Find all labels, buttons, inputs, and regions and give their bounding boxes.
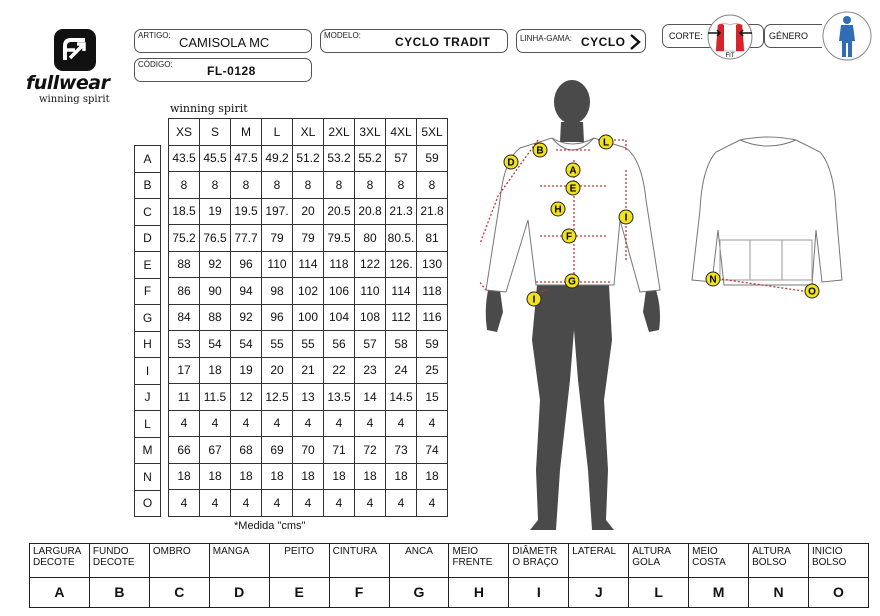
size-value-cell: 18 bbox=[200, 463, 231, 490]
legend-measure-name: MANGA bbox=[209, 544, 269, 578]
legend-measure-name: LARGURA DECOTE bbox=[30, 544, 90, 578]
legend-measure-letter: I bbox=[509, 578, 569, 608]
modelo-label: MODELO: bbox=[324, 31, 361, 40]
size-value-cell: 21.8 bbox=[417, 198, 448, 225]
legend-measure-name: LATERAL bbox=[569, 544, 629, 578]
size-table-row bbox=[169, 490, 448, 517]
legend-measure-name: CINTURA bbox=[329, 544, 389, 578]
size-value-cell: 110 bbox=[262, 251, 293, 278]
fullwear-logo bbox=[26, 26, 136, 108]
legend-measure-letter: J bbox=[569, 578, 629, 608]
artigo-value: CAMISOLA MC bbox=[179, 35, 270, 50]
size-value-cell: 4 bbox=[324, 490, 355, 517]
size-value-cell: 4 bbox=[417, 410, 448, 437]
size-value-cell: 4 bbox=[262, 490, 293, 517]
measure-marker-label: N bbox=[709, 274, 717, 286]
size-value-cell: 4 bbox=[169, 490, 200, 517]
shirt-back bbox=[692, 137, 842, 285]
measure-letter-cell: O bbox=[135, 490, 161, 517]
measure-letter-cell: F bbox=[135, 278, 161, 305]
size-value-cell: 20.5 bbox=[324, 198, 355, 225]
measure-letter-cell: C bbox=[135, 199, 161, 226]
size-value-cell: 19.5 bbox=[231, 198, 262, 225]
table-note: *Medida "cms" bbox=[234, 520, 306, 532]
measure-letter-cell: I bbox=[135, 358, 161, 385]
size-value-cell: 4 bbox=[262, 410, 293, 437]
modelo-field bbox=[320, 29, 508, 53]
size-value-cell: 81 bbox=[417, 225, 448, 252]
size-value-cell: 20 bbox=[262, 357, 293, 384]
size-table-row bbox=[169, 145, 448, 172]
size-table-row bbox=[169, 172, 448, 199]
size-value-cell: 18 bbox=[262, 463, 293, 490]
legend-measure-letter: C bbox=[149, 578, 209, 608]
fit-label: FIT bbox=[725, 53, 735, 59]
size-value-cell: 47.5 bbox=[231, 145, 262, 172]
measure-letter-cell: H bbox=[135, 331, 161, 358]
size-value-cell: 20 bbox=[293, 198, 324, 225]
measure-letter-cell: B bbox=[135, 172, 161, 199]
size-value-cell: 80 bbox=[355, 225, 386, 252]
size-value-cell: 118 bbox=[417, 278, 448, 305]
size-value-cell: 98 bbox=[262, 278, 293, 305]
measure-marker-label: I bbox=[624, 212, 628, 224]
size-table-row bbox=[169, 463, 448, 490]
measure-marker-label: O bbox=[808, 286, 816, 298]
size-value-cell: 71 bbox=[324, 437, 355, 464]
size-value-cell: 73 bbox=[386, 437, 417, 464]
legend-name-row bbox=[30, 544, 869, 578]
size-value-cell: 79.5 bbox=[324, 225, 355, 252]
measure-marker-label: D bbox=[507, 157, 515, 169]
size-value-cell: 22 bbox=[324, 357, 355, 384]
size-value-cell: 79 bbox=[262, 225, 293, 252]
size-value-cell: 24 bbox=[386, 357, 417, 384]
size-value-cell: 19 bbox=[200, 198, 231, 225]
size-value-cell: 4 bbox=[293, 410, 324, 437]
size-value-cell: 17 bbox=[169, 357, 200, 384]
size-value-cell: 8 bbox=[355, 172, 386, 199]
size-value-cell: 13 bbox=[293, 384, 324, 411]
measure-marker-label: G bbox=[568, 276, 576, 288]
size-value-cell: 18 bbox=[386, 463, 417, 490]
measure-letter-cell: L bbox=[135, 411, 161, 438]
size-value-cell: 13.5 bbox=[324, 384, 355, 411]
size-value-cell: 4 bbox=[417, 490, 448, 517]
size-value-cell: 4 bbox=[386, 410, 417, 437]
legend-measure-name: ANCA bbox=[389, 544, 449, 578]
brand-tagline: winning spirit bbox=[39, 94, 110, 105]
size-value-cell: 4 bbox=[231, 490, 262, 517]
logo-mark-icon bbox=[53, 28, 97, 72]
size-value-cell: 8 bbox=[169, 172, 200, 199]
size-value-cell: 122 bbox=[355, 251, 386, 278]
measure-marker-label: B bbox=[536, 145, 544, 157]
size-header-cell: 5XL bbox=[417, 119, 448, 146]
size-value-cell: 74 bbox=[417, 437, 448, 464]
size-value-cell: 8 bbox=[200, 172, 231, 199]
legend-measure-letter: O bbox=[808, 578, 868, 608]
size-value-cell: 8 bbox=[262, 172, 293, 199]
size-value-cell: 8 bbox=[386, 172, 417, 199]
legend-measure-letter: L bbox=[629, 578, 689, 608]
modelo-value: CYCLO TRADIT bbox=[395, 35, 491, 49]
size-value-cell: 12 bbox=[231, 384, 262, 411]
size-value-cell: 53 bbox=[169, 331, 200, 358]
letter-column-body bbox=[135, 146, 161, 517]
measure-letter-column bbox=[134, 145, 161, 517]
size-value-cell: 114 bbox=[386, 278, 417, 305]
size-value-cell: 8 bbox=[324, 172, 355, 199]
artigo-field bbox=[134, 29, 312, 53]
legend-letter-row bbox=[30, 578, 869, 608]
size-value-cell: 57 bbox=[355, 331, 386, 358]
measure-marker-label: E bbox=[569, 183, 577, 195]
measurement-figure bbox=[480, 70, 880, 540]
legend-measure-name: INICIO BOLSO bbox=[808, 544, 868, 578]
size-value-cell: 106 bbox=[324, 278, 355, 305]
size-value-cell: 4 bbox=[200, 490, 231, 517]
measure-marker-label: H bbox=[554, 204, 562, 216]
size-value-cell: 53.2 bbox=[324, 145, 355, 172]
legend-measure-letter: A bbox=[30, 578, 90, 608]
size-value-cell: 12.5 bbox=[262, 384, 293, 411]
size-value-cell: 86 bbox=[169, 278, 200, 305]
size-value-cell: 96 bbox=[262, 304, 293, 331]
legend-measure-name: PEITO bbox=[269, 544, 329, 578]
size-value-cell: 92 bbox=[231, 304, 262, 331]
size-value-cell: 80.5. bbox=[386, 225, 417, 252]
size-value-cell: 100 bbox=[293, 304, 324, 331]
size-value-cell: 18 bbox=[355, 463, 386, 490]
measure-letter-cell: E bbox=[135, 252, 161, 279]
size-value-cell: 14 bbox=[355, 384, 386, 411]
size-header-cell: XL bbox=[293, 119, 324, 146]
artigo-label: ARTIGO: bbox=[138, 31, 171, 40]
size-table-row bbox=[169, 384, 448, 411]
table-caption: winning spirit bbox=[170, 102, 248, 115]
size-value-cell: 56 bbox=[324, 331, 355, 358]
fit-cut-icon bbox=[706, 13, 754, 61]
measure-marker-label: L bbox=[602, 137, 610, 149]
size-table-row bbox=[169, 304, 448, 331]
size-header-cell: 4XL bbox=[386, 119, 417, 146]
legend-measure-name: OMBRO bbox=[149, 544, 209, 578]
legend-measure-name: MEIO FRENTE bbox=[449, 544, 509, 578]
size-value-cell: 88 bbox=[200, 304, 231, 331]
size-value-cell: 79 bbox=[293, 225, 324, 252]
size-value-cell: 14.5 bbox=[386, 384, 417, 411]
size-table-row bbox=[169, 357, 448, 384]
size-value-cell: 110 bbox=[355, 278, 386, 305]
size-value-cell: 66 bbox=[169, 437, 200, 464]
size-table-row bbox=[169, 278, 448, 305]
size-value-cell: 57 bbox=[386, 145, 417, 172]
measure-marker-label: I bbox=[532, 294, 536, 306]
size-value-cell: 76.5 bbox=[200, 225, 231, 252]
legend-measure-letter: H bbox=[449, 578, 509, 608]
size-value-cell: 23 bbox=[355, 357, 386, 384]
size-value-cell: 112 bbox=[386, 304, 417, 331]
size-value-cell: 68 bbox=[231, 437, 262, 464]
size-value-cell: 18.5 bbox=[169, 198, 200, 225]
size-table-row bbox=[169, 251, 448, 278]
size-value-cell: 92 bbox=[200, 251, 231, 278]
measure-marker-label: F bbox=[565, 231, 573, 243]
size-value-cell: 18 bbox=[293, 463, 324, 490]
size-table-body bbox=[169, 145, 448, 516]
size-value-cell: 77.7 bbox=[231, 225, 262, 252]
size-value-cell: 51.2 bbox=[293, 145, 324, 172]
size-value-cell: 118 bbox=[324, 251, 355, 278]
brand-name: fullwear bbox=[26, 72, 110, 94]
size-value-cell: 114 bbox=[293, 251, 324, 278]
size-value-cell: 59 bbox=[417, 331, 448, 358]
size-value-cell: 104 bbox=[324, 304, 355, 331]
size-value-cell: 102 bbox=[293, 278, 324, 305]
measure-letter-cell: N bbox=[135, 464, 161, 491]
size-value-cell: 84 bbox=[169, 304, 200, 331]
size-table-row bbox=[169, 198, 448, 225]
legend-measure-letter: M bbox=[689, 578, 749, 608]
legend-measure-letter: D bbox=[209, 578, 269, 608]
size-value-cell: 90 bbox=[200, 278, 231, 305]
size-value-cell: 20.8 bbox=[355, 198, 386, 225]
size-table-row bbox=[169, 225, 448, 252]
male-gender-icon bbox=[822, 11, 872, 61]
legend-measure-name: ALTURA GOLA bbox=[629, 544, 689, 578]
size-value-cell: 54 bbox=[231, 331, 262, 358]
measurement-legend bbox=[29, 543, 869, 608]
legend-measure-letter: B bbox=[89, 578, 149, 608]
size-value-cell: 55.2 bbox=[355, 145, 386, 172]
size-value-cell: 4 bbox=[355, 490, 386, 517]
size-value-cell: 25 bbox=[417, 357, 448, 384]
size-value-cell: 130 bbox=[417, 251, 448, 278]
size-value-cell: 4 bbox=[355, 410, 386, 437]
size-table-row bbox=[169, 410, 448, 437]
size-header-row bbox=[169, 119, 448, 146]
size-value-cell: 75.2 bbox=[169, 225, 200, 252]
size-value-cell: 18 bbox=[417, 463, 448, 490]
linha-field bbox=[516, 29, 646, 53]
measure-letter-cell: D bbox=[135, 225, 161, 252]
size-value-cell: 108 bbox=[355, 304, 386, 331]
size-value-cell: 72 bbox=[355, 437, 386, 464]
codigo-label: CÓDIGO: bbox=[138, 60, 173, 69]
codigo-value: FL-0128 bbox=[207, 64, 256, 78]
genero-field bbox=[764, 24, 822, 48]
size-value-cell: 94 bbox=[231, 278, 262, 305]
measure-letter-cell: A bbox=[135, 146, 161, 173]
size-value-cell: 8 bbox=[231, 172, 262, 199]
size-value-cell: 116 bbox=[417, 304, 448, 331]
genero-label: GÉNERO bbox=[769, 31, 809, 41]
size-value-cell: 197. bbox=[262, 198, 293, 225]
size-value-cell: 126. bbox=[386, 251, 417, 278]
measure-marker-label: A bbox=[569, 165, 577, 177]
legend-measure-name: MEIO COSTA bbox=[689, 544, 749, 578]
size-header-cell: L bbox=[262, 119, 293, 146]
legend-measure-letter: E bbox=[269, 578, 329, 608]
size-value-cell: 18 bbox=[324, 463, 355, 490]
size-value-cell: 11.5 bbox=[200, 384, 231, 411]
size-value-cell: 4 bbox=[169, 410, 200, 437]
size-value-cell: 8 bbox=[293, 172, 324, 199]
size-value-cell: 4 bbox=[293, 490, 324, 517]
size-value-cell: 21 bbox=[293, 357, 324, 384]
size-value-cell: 18 bbox=[231, 463, 262, 490]
size-value-cell: 55 bbox=[262, 331, 293, 358]
size-table-row bbox=[169, 331, 448, 358]
size-value-cell: 88 bbox=[169, 251, 200, 278]
size-value-cell: 18 bbox=[169, 463, 200, 490]
corte-label: CORTE: bbox=[669, 31, 703, 41]
size-value-cell: 69 bbox=[262, 437, 293, 464]
measure-letter-cell: G bbox=[135, 305, 161, 332]
size-value-cell: 54 bbox=[200, 331, 231, 358]
size-value-cell: 43.5 bbox=[169, 145, 200, 172]
size-value-cell: 4 bbox=[324, 410, 355, 437]
size-value-cell: 45.5 bbox=[200, 145, 231, 172]
size-table bbox=[168, 118, 448, 517]
size-value-cell: 70 bbox=[293, 437, 324, 464]
legend-measure-letter: F bbox=[329, 578, 389, 608]
size-table-row bbox=[169, 437, 448, 464]
linha-label: LINHA-GAMA: bbox=[520, 34, 573, 43]
size-value-cell: 49.2 bbox=[262, 145, 293, 172]
size-value-cell: 55 bbox=[293, 331, 324, 358]
size-value-cell: 59 bbox=[417, 145, 448, 172]
legend-measure-name: DIÂMETR O BRAÇO bbox=[509, 544, 569, 578]
size-value-cell: 8 bbox=[417, 172, 448, 199]
chevron-right-icon bbox=[629, 34, 641, 50]
legend-measure-letter: G bbox=[389, 578, 449, 608]
size-header-cell: XS bbox=[169, 119, 200, 146]
size-value-cell: 4 bbox=[231, 410, 262, 437]
size-value-cell: 4 bbox=[200, 410, 231, 437]
size-header-cell: 2XL bbox=[324, 119, 355, 146]
measure-letter-cell: J bbox=[135, 384, 161, 411]
legend-measure-name: ALTURA BOLSO bbox=[749, 544, 809, 578]
size-value-cell: 96 bbox=[231, 251, 262, 278]
measure-letter-cell: M bbox=[135, 437, 161, 464]
size-value-cell: 19 bbox=[231, 357, 262, 384]
size-value-cell: 18 bbox=[200, 357, 231, 384]
linha-value: CYCLO bbox=[581, 35, 626, 49]
size-header-cell: 3XL bbox=[355, 119, 386, 146]
codigo-field bbox=[134, 58, 312, 82]
size-value-cell: 21.3 bbox=[386, 198, 417, 225]
size-value-cell: 67 bbox=[200, 437, 231, 464]
size-value-cell: 15 bbox=[417, 384, 448, 411]
size-value-cell: 4 bbox=[386, 490, 417, 517]
legend-measure-letter: N bbox=[749, 578, 809, 608]
legend-measure-name: FUNDO DECOTE bbox=[89, 544, 149, 578]
size-header-cell: S bbox=[200, 119, 231, 146]
size-value-cell: 58 bbox=[386, 331, 417, 358]
size-header-cell: M bbox=[231, 119, 262, 146]
size-value-cell: 11 bbox=[169, 384, 200, 411]
